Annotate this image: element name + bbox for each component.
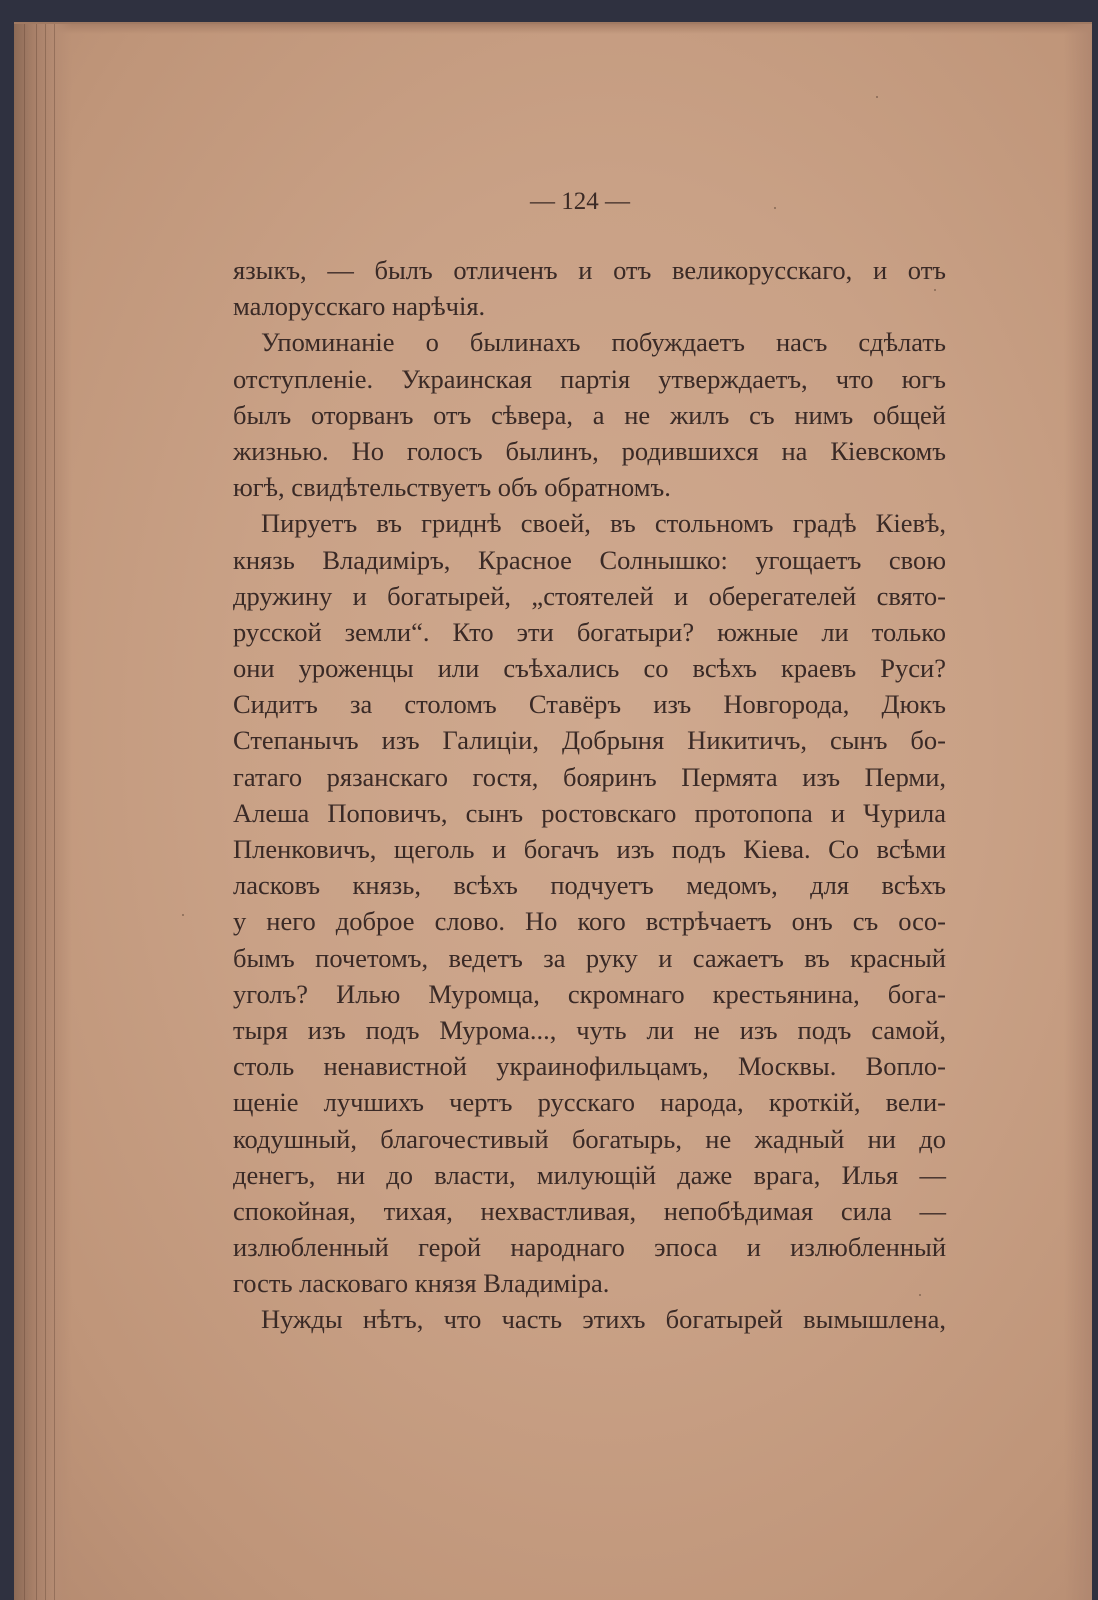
- text-line: гатаго рязанскаго гостя, бояринъ Пермята изъ Перми,: [233, 761, 946, 792]
- text-line: ласковъ князь, всѣхъ подчуетъ медомъ, для всѣхъ: [233, 870, 946, 901]
- spine-crease: [54, 24, 55, 1600]
- body-text: [233, 252, 946, 1338]
- text-line: Нужды нѣтъ, что часть этихъ богатырей вымышлена,: [261, 1304, 946, 1335]
- text-line: спокойная, тихая, нехвастливая, непобѣдимая сила —: [233, 1195, 946, 1226]
- text-line: Степанычъ изъ Галиціи, Добрыня Никитичъ, сынъ бо-: [233, 725, 946, 756]
- paper-speck: [876, 96, 878, 98]
- text-line: дружину и богатырей, „стоятелей и оберегателей свято-: [233, 580, 946, 611]
- page-number: — 124 —: [530, 188, 630, 215]
- text-line: гость ласковаго князя Владиміра.: [233, 1268, 610, 1299]
- page-spine-shadow: [14, 24, 72, 1600]
- text-line: Алеша Поповичъ, сынъ ростовскаго протопопа и Чурила: [233, 797, 946, 828]
- text-line: русской земли“. Кто эти богатыри? южные ли только: [233, 616, 946, 647]
- text-line: уголъ? Илью Муромца, скромнаго крестьянина, бога-: [233, 978, 946, 1009]
- paper-speck: [182, 914, 184, 916]
- text-line: они уроженцы или съѣхались со всѣхъ краевъ Руси?: [233, 653, 946, 684]
- text-line: былъ оторванъ отъ сѣвера, а не жилъ съ нимъ общей: [233, 399, 946, 430]
- page-top-edge: [14, 24, 1092, 34]
- spine-crease: [45, 24, 46, 1600]
- text-line: Пленковичъ, щеголь и богачъ изъ подъ Кіева. Со всѣми: [233, 834, 946, 864]
- text-line: денегъ, ни до власти, милующій даже врага, Илья —: [233, 1159, 946, 1190]
- text-line: столь ненавистной украинофильцамъ, Москвы. Вопло-: [233, 1051, 946, 1082]
- text-line: тыря изъ подъ Мурома..., чуть ли не изъ подъ самой,: [233, 1014, 946, 1045]
- text-line: языкъ, — былъ отличенъ и отъ великорусскаго, и отъ: [233, 255, 946, 285]
- text-line: у него доброе слово. Но кого встрѣчаетъ онъ съ осо-: [233, 906, 946, 937]
- text-line: бымъ почетомъ, ведетъ за руку и сажаетъ въ красный: [233, 942, 946, 973]
- page-right-edge: [1064, 24, 1092, 1600]
- text-line: Сидитъ за столомъ Ставёръ изъ Новгорода, Дюкъ: [233, 689, 946, 720]
- spine-crease: [24, 24, 25, 1600]
- text-line: излюбленный герой народнаго эпоса и излюбленный: [233, 1232, 946, 1263]
- text-line: малорусскаго нарѣчія.: [233, 291, 486, 322]
- text-line: жизнью. Но голосъ былинъ, родившихся на Кіевскомъ: [233, 435, 946, 466]
- text-line: отступленіе. Украинская партія утверждаетъ, что югъ: [233, 363, 946, 394]
- text-line: кодушный, благочестивый богатырь, не жадный ни до: [233, 1123, 946, 1154]
- text-line: Упоминаніе о былинахъ побуждаетъ насъ сдѣлать: [261, 327, 946, 358]
- text-line: югѣ, свидѣтельствуетъ объ обратномъ.: [233, 472, 671, 503]
- text-line: Пируетъ въ гриднѣ своей, въ стольномъ градѣ Кіевѣ,: [261, 508, 946, 539]
- text-line: щеніе лучшихъ чертъ русскаго народа, кроткій, вели-: [233, 1087, 946, 1118]
- text-line: князь Владиміръ, Красное Солнышко: угощаетъ свою: [233, 544, 946, 575]
- spine-crease: [36, 24, 37, 1600]
